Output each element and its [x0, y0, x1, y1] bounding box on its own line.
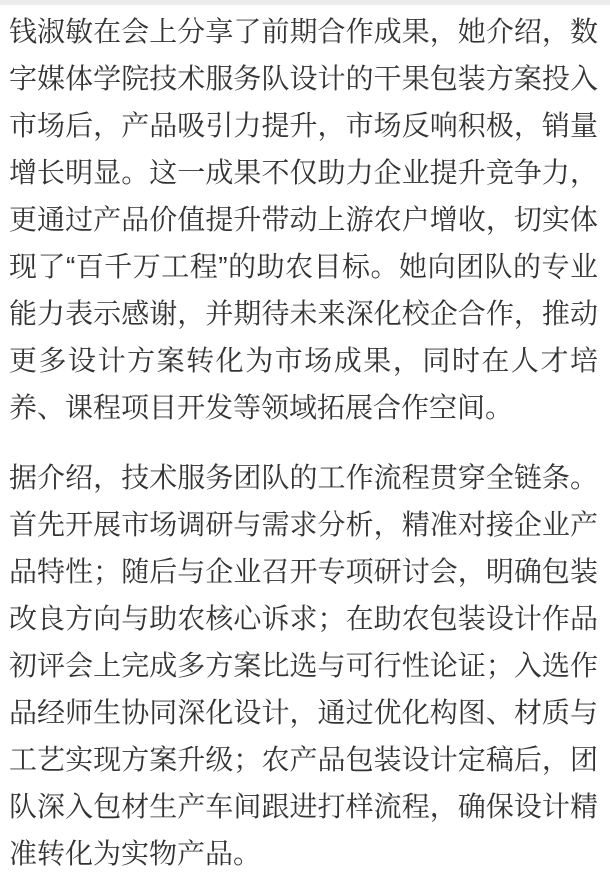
article-paragraph-1: 钱淑敏在会上分享了前期合作成果，她介绍，数字媒体学院技术服务队设计的干果包装方案投入市场后，产品吸引力提升，市场反响积极，销量增长明显。这一成果不仅助力企业提升竞争力，更通过产品价值提升带动上游农户增收，切实体现了“百千万工程”的助农目标。她向团队的专业能力表示感谢，并期待未来深化校企合作，推动更多设计方案转化为市场成果，同时在人才培养、课程项目开发等领域拓展合作空间。 [9, 16, 598, 423]
article-body [0, 5, 610, 877]
article-paragraph-2: 据介绍，技术服务团队的工作流程贯穿全链条。首先开展市场调研与需求分析，精准对接企业产品特性；随后与企业召开专项研讨会，明确包装改良方向与助农核心诉求；在助农包装设计作品初评会上完成多方案比选与可行性论证；入选作品经师生协同深化设计，通过优化构图、材质与工艺实现方案升级；农产品包装设计定稿后，团队深入包材生产车间跟进打样流程，确保设计精准转化为实物产品。 [9, 462, 598, 869]
